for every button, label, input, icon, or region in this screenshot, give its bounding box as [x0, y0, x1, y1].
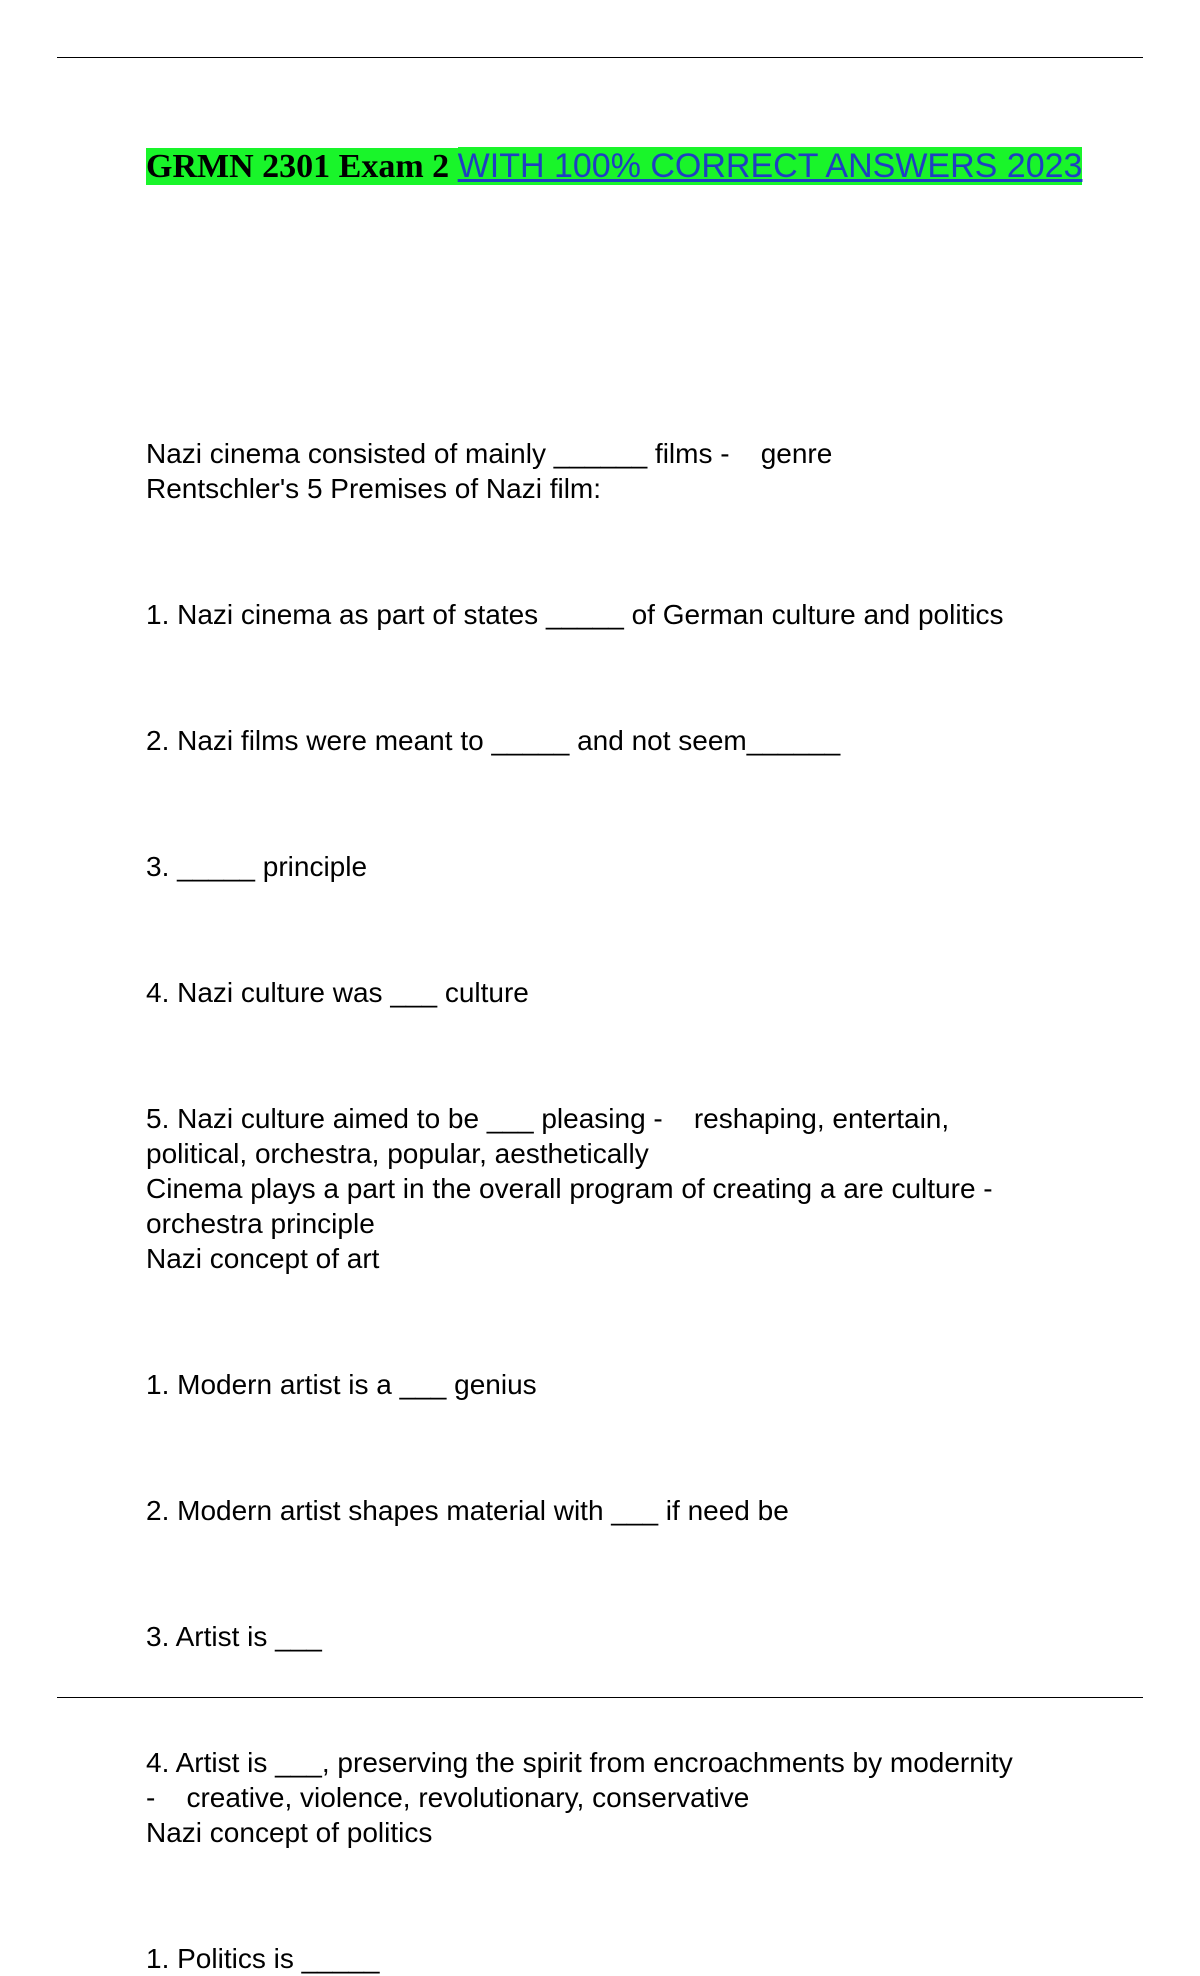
text-line: - creative, violence, revolutionary, conservative — [146, 1782, 750, 1813]
blank-line — [146, 912, 1106, 947]
blank-line — [146, 1430, 1106, 1465]
blank-line — [146, 1304, 1106, 1339]
top-rule — [57, 57, 1143, 58]
text-line: orchestra principle — [146, 1208, 375, 1239]
blank-line — [146, 534, 1106, 569]
text-line: 1. Nazi cinema as part of states _____ of German culture and politics — [146, 599, 1004, 630]
text-line: Cinema plays a part in the overall program of creating a are culture - — [146, 1173, 993, 1204]
text-line: Rentschler's 5 Premises of Nazi film: — [146, 473, 602, 504]
blank-line — [146, 660, 1106, 695]
text-line: 4. Artist is ___, preserving the spirit from encroachments by modernity — [146, 1747, 1013, 1778]
text-line: 4. Nazi culture was ___ culture — [146, 977, 529, 1008]
blank-line — [146, 1878, 1106, 1913]
text-line: 1. Politics is _____ — [146, 1943, 380, 1974]
text-line: 1. Modern artist is a ___ genius — [146, 1369, 537, 1400]
text-line: Nazi concept of politics — [146, 1817, 433, 1848]
blank-line — [146, 1038, 1106, 1073]
text-line: political, orchestra, popular, aesthetically — [146, 1138, 649, 1169]
document-title — [146, 146, 1086, 187]
bottom-rule — [57, 1697, 1143, 1698]
text-line: 5. Nazi culture aimed to be ___ pleasing - reshaping, entertain, — [146, 1103, 950, 1134]
text-line: 2. Nazi films were meant to _____ and not seem______ — [146, 725, 841, 756]
text-line: Nazi cinema consisted of mainly ______ films - genre — [146, 438, 833, 469]
text-line: 3. _____ principle — [146, 851, 368, 882]
blank-line — [146, 1556, 1106, 1591]
blank-line — [146, 786, 1106, 821]
title-link[interactable]: WITH 100% CORRECT ANSWERS 2023 — [457, 147, 1083, 185]
title-main-text: GRMN 2301 Exam 2 — [146, 148, 458, 185]
text-line: 3. Artist is ___ — [146, 1621, 322, 1652]
text-line: 2. Modern artist shapes material with ___ if need be — [146, 1495, 789, 1526]
blank-line — [146, 1682, 1106, 1717]
document-body — [146, 436, 1106, 1976]
text-line: Nazi concept of art — [146, 1243, 380, 1274]
